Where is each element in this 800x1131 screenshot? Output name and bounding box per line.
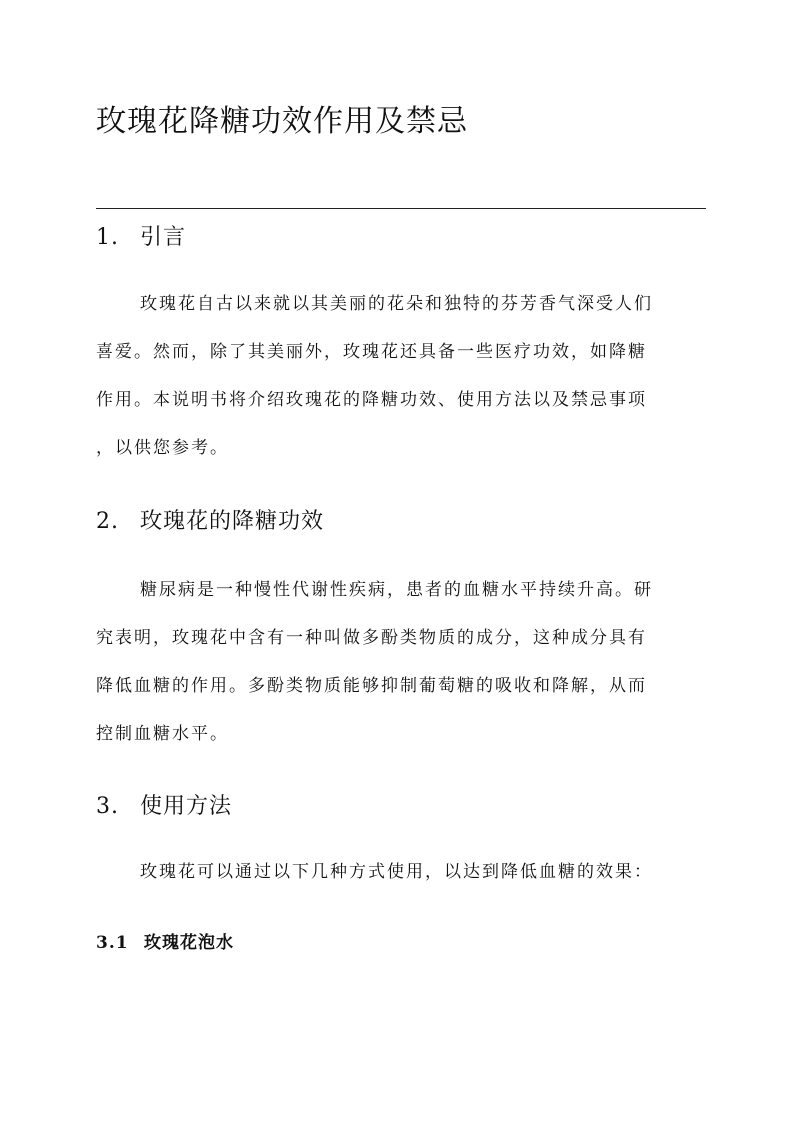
section-title: 使用方法 — [140, 794, 233, 819]
section-2-paragraph — [96, 576, 706, 768]
paragraph-line: 糖尿病是一种慢性代谢性疾病，患者的血糖水平持续升高。研 — [140, 580, 653, 600]
section-number: 2. — [96, 509, 119, 534]
paragraph-line: 降低血糖的作用。多酚类物质能够抑制葡萄糖的吸收和降解，从而 — [96, 676, 647, 696]
subsection-title: 玫瑰花泡水 — [144, 933, 234, 953]
section-title: 引言 — [140, 225, 187, 250]
paragraph-line: 玫瑰花自古以来就以其美丽的花朵和独特的芬芳香气深受人们 — [140, 294, 653, 314]
section-number: 1. — [96, 225, 119, 250]
section-title: 玫瑰花的降糖功效 — [140, 509, 325, 534]
section-heading-3 — [96, 789, 232, 820]
paragraph-line: 究表明，玫瑰花中含有一种叫做多酚类物质的成分，这种成分具有 — [96, 628, 647, 648]
section-heading-2 — [96, 504, 324, 535]
paragraph-line: 喜爱。然而，除了其美丽外，玫瑰花还具备一些医疗功效，如降糖 — [96, 342, 647, 362]
section-number: 3. — [96, 794, 119, 819]
subsection-heading-3-1 — [96, 928, 234, 953]
section-1-paragraph — [96, 290, 706, 482]
paragraph-line: 玫瑰花可以通过以下几种方式使用，以达到降低血糖的效果： — [140, 862, 653, 882]
section-heading-1 — [96, 220, 186, 251]
paragraph-line: 作用。本说明书将介绍玫瑰花的降糖功效、使用方法以及禁忌事项 — [96, 390, 647, 410]
document-title: 玫瑰花降糖功效作用及禁忌 — [96, 104, 468, 139]
title-divider — [96, 208, 706, 209]
section-3-paragraph — [96, 858, 706, 906]
paragraph-line: 控制血糖水平。 — [96, 724, 229, 744]
subsection-number: 3.1 — [96, 933, 129, 953]
paragraph-line: ，以供您参考。 — [96, 438, 229, 458]
